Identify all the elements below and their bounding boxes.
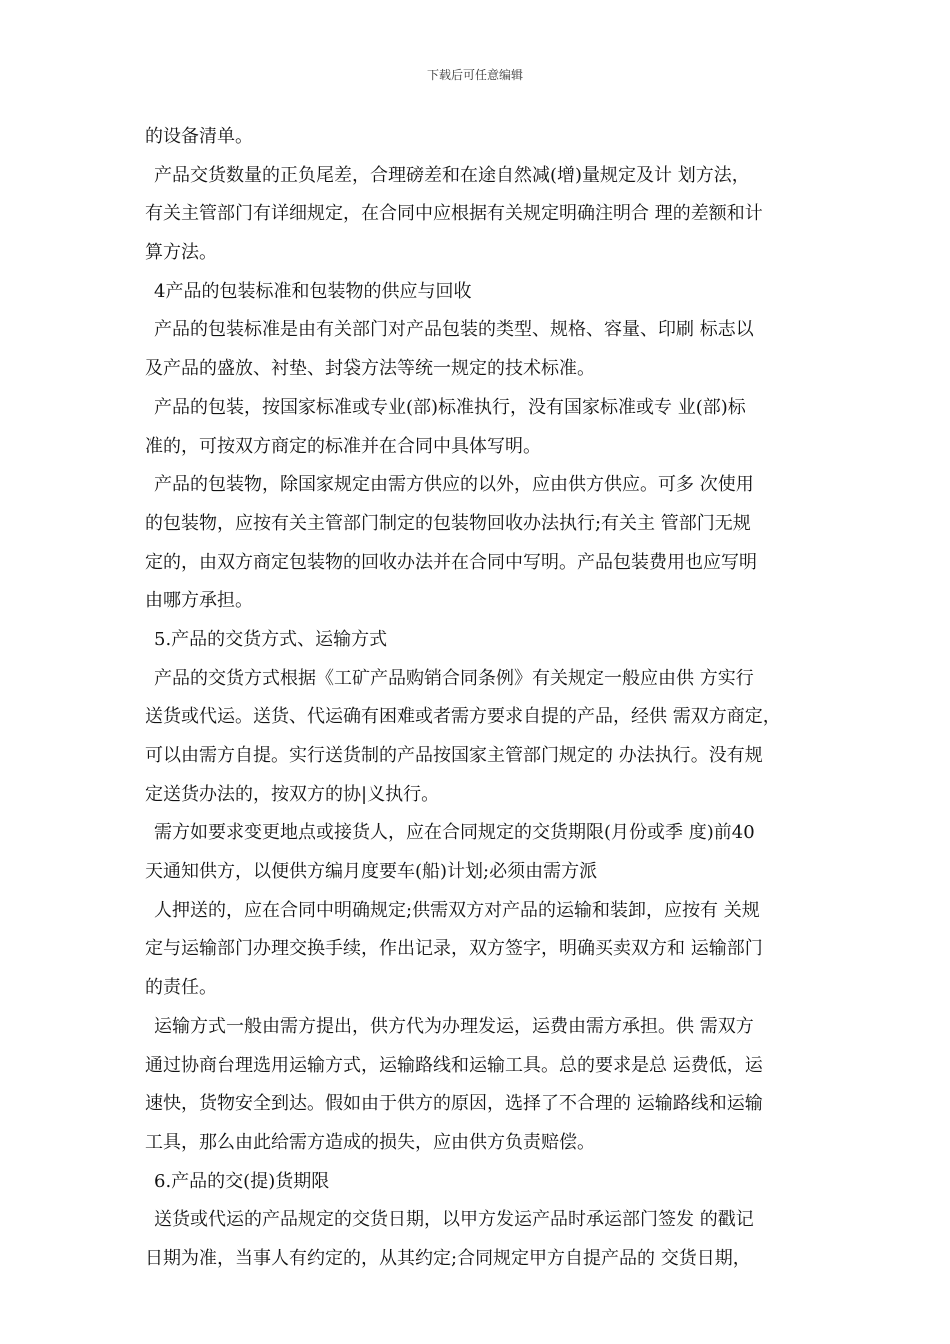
text-line: 算方法。 <box>145 242 217 264</box>
page-header: 下载后可任意编辑 <box>426 68 523 82</box>
text-line: 产品的包装，按国家标准或专业(部)标准执行，没有国家标准或专 业(部)标 <box>154 396 746 418</box>
text-line: 定送货办法的，按双方的协|义执行。 <box>145 783 440 805</box>
text-line: 天通知供方，以便供方编月度要车(船)计划;必须由需方派 <box>145 861 598 883</box>
text-line: 由哪方承担。 <box>145 590 253 612</box>
text-line: 6.产品的交(提)货期限 <box>154 1170 330 1192</box>
text-line: 产品的包装物，除国家规定由需方供应的以外，应由供方供应。可多 次使用 <box>154 474 754 496</box>
text-line: 4产品的包装标准和包装物的供应与回收 <box>154 280 472 302</box>
text-line: 可以由需方自提。实行送货制的产品按国家主管部门规定的 办法执行。没有规 <box>145 745 763 766</box>
text-line: 需方如要求变更地点或接货人，应在合同规定的交货期限(月份或季 度)前40 <box>154 822 755 844</box>
text-line: 的责任。 <box>145 977 217 999</box>
text-line: 有关主管部门有详细规定，在合同中应根据有关规定明确注明合 理的差额和计 <box>145 203 763 225</box>
text-line: 定的，由双方商定包装物的回收办法并在合同中写明。产品包装费用也应写明 <box>145 551 757 573</box>
document-body <box>145 118 810 1279</box>
text-line: 送货或代运的产品规定的交货日期，以甲方发运产品时承运部门签发 的戳记 <box>154 1209 754 1231</box>
text-line: 通过协商台理选用运输方式，运输路线和运输工具。总的要求是总 运费低，运 <box>145 1054 763 1076</box>
text-line: 运输方式一般由需方提出，供方代为办理发运，运费由需方承担。供 需双方 <box>154 1015 754 1037</box>
text-line: 送货或代运。送货、代运确有困难或者需方要求自提的产品，经供 需双方商定， <box>145 706 781 728</box>
text-line: 人押送的，应在合同中明确规定;供需双方对产品的运输和装卸，应按有 关规 <box>154 899 760 921</box>
text-line: 5.产品的交货方式、运输方式 <box>154 628 388 650</box>
text-line: 产品的交货方式根据《工矿产品购销合同条例》有关规定一般应由供 方实行 <box>154 667 754 689</box>
text-line: 准的，可按双方商定的标准并在合同中具体写明。 <box>145 435 541 457</box>
text-line: 产品交货数量的正负尾差，合理磅差和在途自然减(增)量规定及计 划方法， <box>154 164 750 186</box>
text-line: 的设备清单。 <box>145 126 253 147</box>
text-line: 速快，货物安全到达。假如由于供方的原因，选择了不合理的 运输路线和运输 <box>145 1093 763 1115</box>
text-line: 定与运输部门办理交换手续，作出记录，双方签字，明确买卖双方和 运输部门 <box>145 938 763 960</box>
text-line: 日期为准，当事人有约定的，从其约定;合同规定甲方自提产品的 交货日期， <box>145 1247 751 1269</box>
text-line: 及产品的盛放、衬垫、封袋方法等统一规定的技术标准。 <box>145 358 595 380</box>
text-line: 工具，那么由此给需方造成的损失，应由供方负责赔偿。 <box>145 1131 595 1153</box>
text-line: 的包装物，应按有关主管部门制定的包装物回收办法执行;有关主 管部门无规 <box>145 512 751 534</box>
text-line: 产品的包装标准是由有关部门对产品包装的类型、规格、容量、印刷 标志以 <box>154 319 754 341</box>
